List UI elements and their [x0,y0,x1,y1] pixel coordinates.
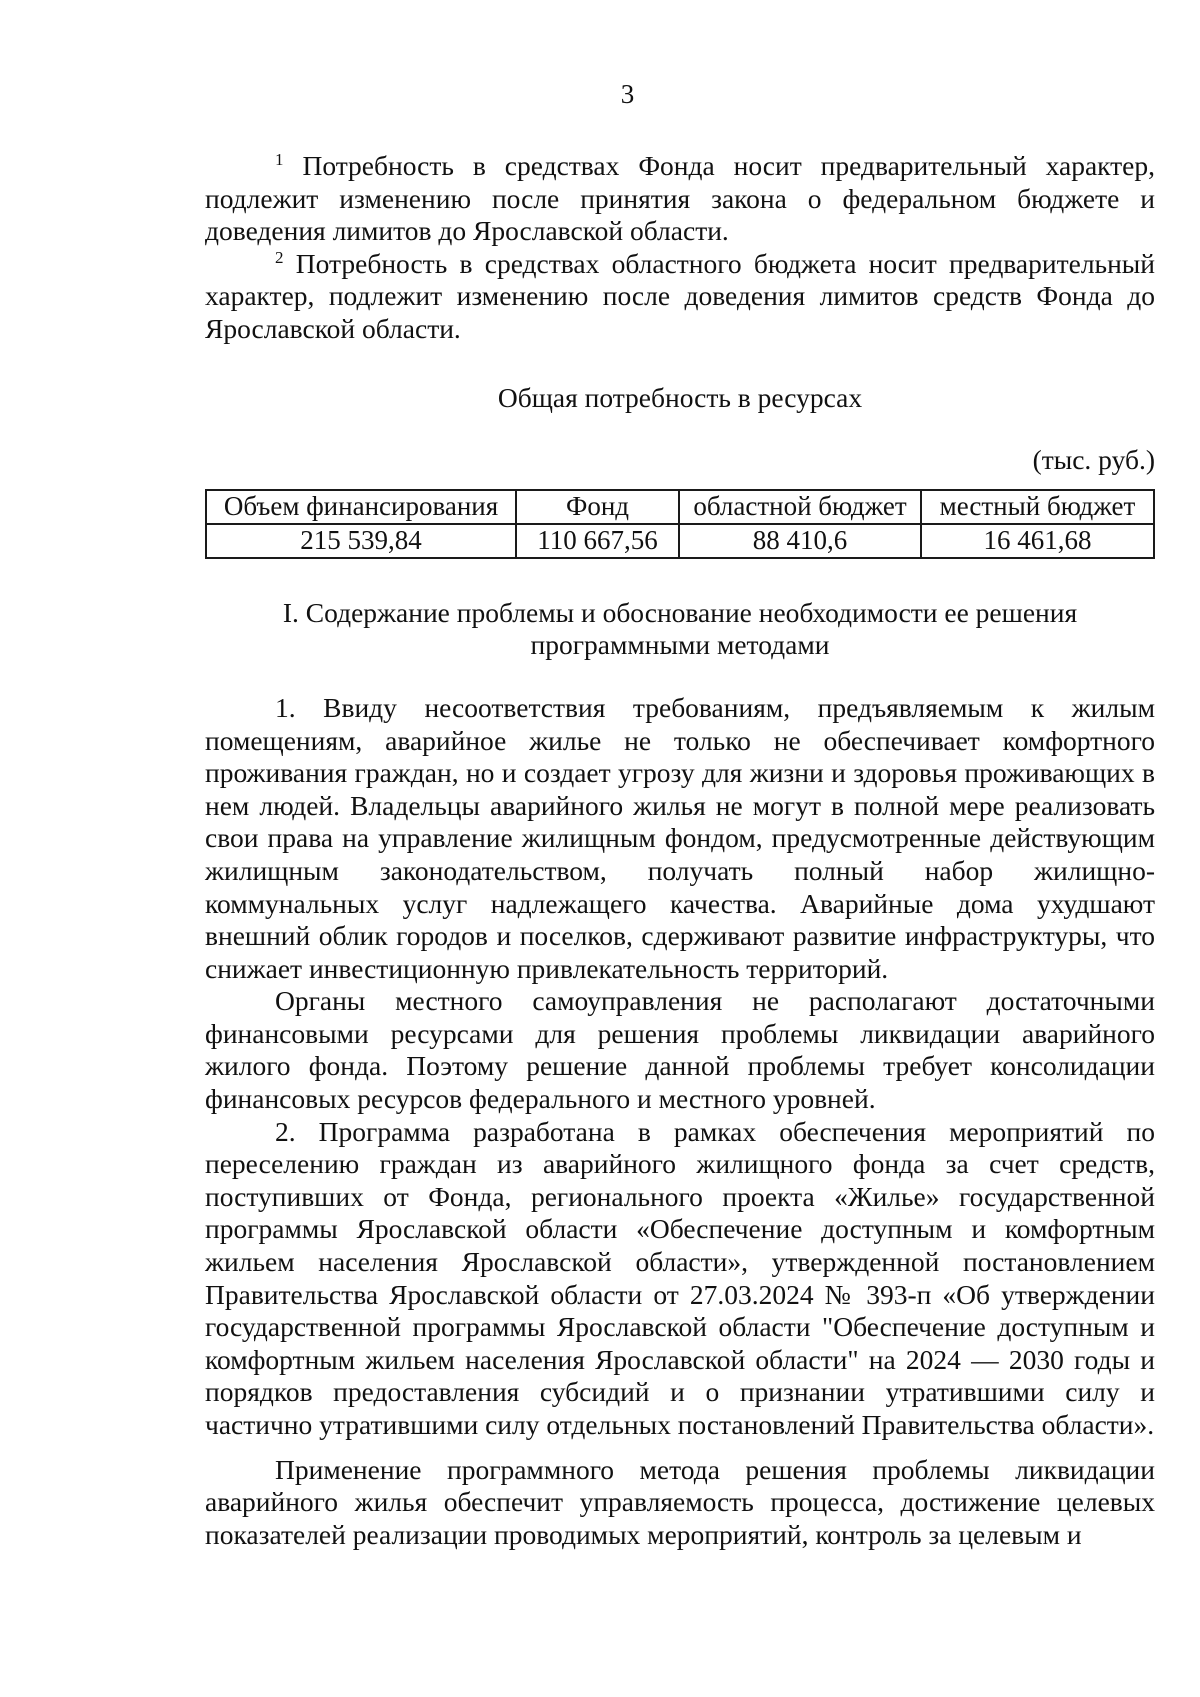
document-body [205,150,1155,1551]
header-total: Объем финансирования [206,490,516,524]
table-row [206,524,1154,558]
value-total: 215 539,84 [206,524,516,558]
paragraph-4: Применение программного метода решения проблемы ликвидации аварийного жилья обеспечит управляемость процесса, достижение целевых показателей реализации проводимых мероприятий, контроль за целевым и [205,1453,1155,1550]
header-local-budget: местный бюджет [921,490,1154,524]
paragraph-1: 1. Ввиду несоответствия требованиям, предъявляемым к жилым помещениям, аварийное жилье не только не обеспечивает комфортного проживания граждан, но и создает угрозу для жизни и здоровья проживающих в нем людей. Владельцы аварийного жилья не могут в полной мере реализовать свои права на управление жилищным фондом, предусмотренные действующим жилищным законодательством, получать полный набор жилищно-коммунальных услуг надлежащего качества. Аварийные дома ухудшают внешний облик городов и поселков, сдерживают развитие инфраструктуры, что снижает инвестиционную привлекательность территорий. [205,691,1155,984]
resources-title: Общая потребность в ресурсах [497,381,863,413]
header-regional-budget: областной бюджет [679,490,921,524]
footnote-1-mark: 1 [275,150,284,169]
resources-units: (тыс. руб.) [1032,444,1155,476]
footnote-1-text: Потребность в средствах Фонда носит предварительный характер, подлежит изменению после принятия закона о федеральном бюджете и доведения лимитов до Ярославской области. [205,150,1156,247]
value-regional-budget: 88 410,6 [679,524,921,558]
section-title-line-1: I. Содержание проблемы и обоснование необходимости ее решения [282,596,1078,628]
section-title-line-2: программными методами [530,629,830,661]
value-local-budget: 16 461,68 [921,524,1154,558]
header-fund: Фонд [516,490,679,524]
value-fund: 110 667,56 [516,524,679,558]
footnote-2-mark: 2 [275,247,284,267]
page-number: 3 [620,79,635,109]
footnote-2-text: Потребность в средствах областного бюджета носит предварительный характер, подлежит изменению после доведения лимитов средств Фонда до Ярославской области. [205,247,1156,344]
table-header-row [206,490,1154,524]
paragraph-2: Органы местного самоуправления не располагают достаточными финансовыми ресурсами для решения проблемы ликвидации аварийного жилого фонда. Поэтому решение данной проблемы требует консолидации финансовых ресурсов федерального и местного уровней. [205,985,1155,1115]
footnote-1 [205,150,1155,248]
footnote-2 [205,248,1155,346]
paragraph-3: 2. Программа разработана в рамках обеспечения мероприятий по переселению граждан из аварийного жилищного фонда за счет средств, поступивших от Фонда, регионального проекта «Жилье» государственной программы Ярославской области «Обеспечение доступным и комфортным жильем населения Ярославской области», утвержденной постановлением Правительства Ярославской области от 27.03.2024 № 393-п «Об утверждении государственной программы Ярославской области "Обеспечение доступным и комфортным жильем населения Ярославской области" на 2024 — 2030 годы и порядков предоставления субсидий и о признании утратившими силу и частично утратившими силу отдельных постановлений Правительства области». [205,1115,1155,1440]
resources-table [205,489,1155,559]
